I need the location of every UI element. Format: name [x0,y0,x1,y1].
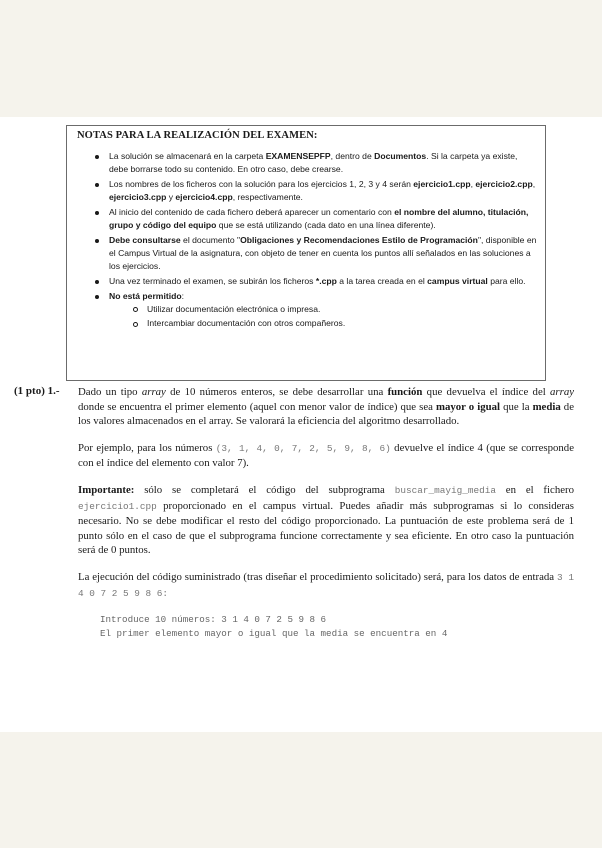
exercise-execution: La ejecución del código suministrado (tras diseñar el procedimiento solicitado) será, para los datos de entrada 3 1 4 0 7 2 5 9 8 6: [78,570,574,599]
list-item: No está permitido: Utilizar documentación electrónica o impresa. Intercambiar documentación con otros compañeros. [109,290,537,331]
sub-list [109,303,537,331]
exercise-statement: Dado un tipo array de 10 números enteros, se debe desarrollar una función que devuelva el índice del array donde se encuentra el primer elemento (aquel con menor valor de índice) que sea mayor o igual que la media de los valores almacenados en el array. Se valorará la eficiencia del algoritmo desarrollado. [78,386,575,428]
notes-title: NOTAS PARA LA REALIZACIÓN DEL EXAMEN: [77,130,318,141]
notes-list [75,150,537,331]
list-item: Al inicio del contenido de cada fichero deberá aparecer un comentario con el nombre del alumno, titulación, grupo y código del equipo que se está utilizando (cada dato en una línea diferente). [109,206,537,232]
exercise-body [78,385,574,641]
top-margin-band [0,0,602,117]
sub-list-item: Utilizar documentación electrónica o impresa. [147,303,537,316]
exercise-example: Por ejemplo, para los números (3, 1, 4, 0, 7, 2, 5, 9, 8, 6) devuelve el índice 4 (que se corresponde con el índice del elemento con valor 7). [78,441,575,470]
bottom-margin-band [0,732,602,848]
program-output [100,613,574,641]
exam-notes-box [66,125,546,381]
exercise-important: Importante: sólo se completará el código del subprograma buscar_mayig_media en el fichero ejercicio1.cpp proporcionado en el campus virtual. Puedes añadir más subprogramas si lo consideras necesario. No se debe modificar el resto del código proporcionado. La puntuación de este problema será de 1 punto sólo en el caso de que el subprograma funcione correctamente y sea eficiente. En otro caso la puntuación será de 0 puntos. [78,483,575,557]
list-item: Una vez terminado el examen, se subirán los ficheros *.cpp a la tarea creada en el campus virtual para ello. [109,275,537,288]
output-line: El primer elemento mayor o igual que la media se encuentra en 4 [100,628,448,640]
list-item: Los nombres de los ficheros con la solución para los ejercicios 1, 2, 3 y 4 serán ejercicio1.cpp, ejercicio2.cpp, ejercicio3.cpp y ejercicio4.cpp, respectivamente. [109,178,537,204]
exercise-1 [14,385,574,641]
output-line: Introduce 10 números: 3 1 4 0 7 2 5 9 8 6 [100,614,327,626]
list-item: Debe consultarse el documento "Obligaciones y Recomendaciones Estilo de Programación", disponible en el Campus Virtual de la asignatura, con objeto de tener en cuenta los puntos allí señalados en las soluciones a los ejercicios. [109,234,537,274]
sub-list-item: Intercambiar documentación con otros compañeros. [147,317,537,330]
list-item: La solución se almacenará en la carpeta EXAMENSEPFP, dentro de Documentos. Si la carpeta ya existe, debe borrarse todo su contenido. En otro caso, debe crearse. [109,150,537,176]
exercise-label: (1 pto) 1.- [14,385,60,397]
document-page [0,117,602,732]
